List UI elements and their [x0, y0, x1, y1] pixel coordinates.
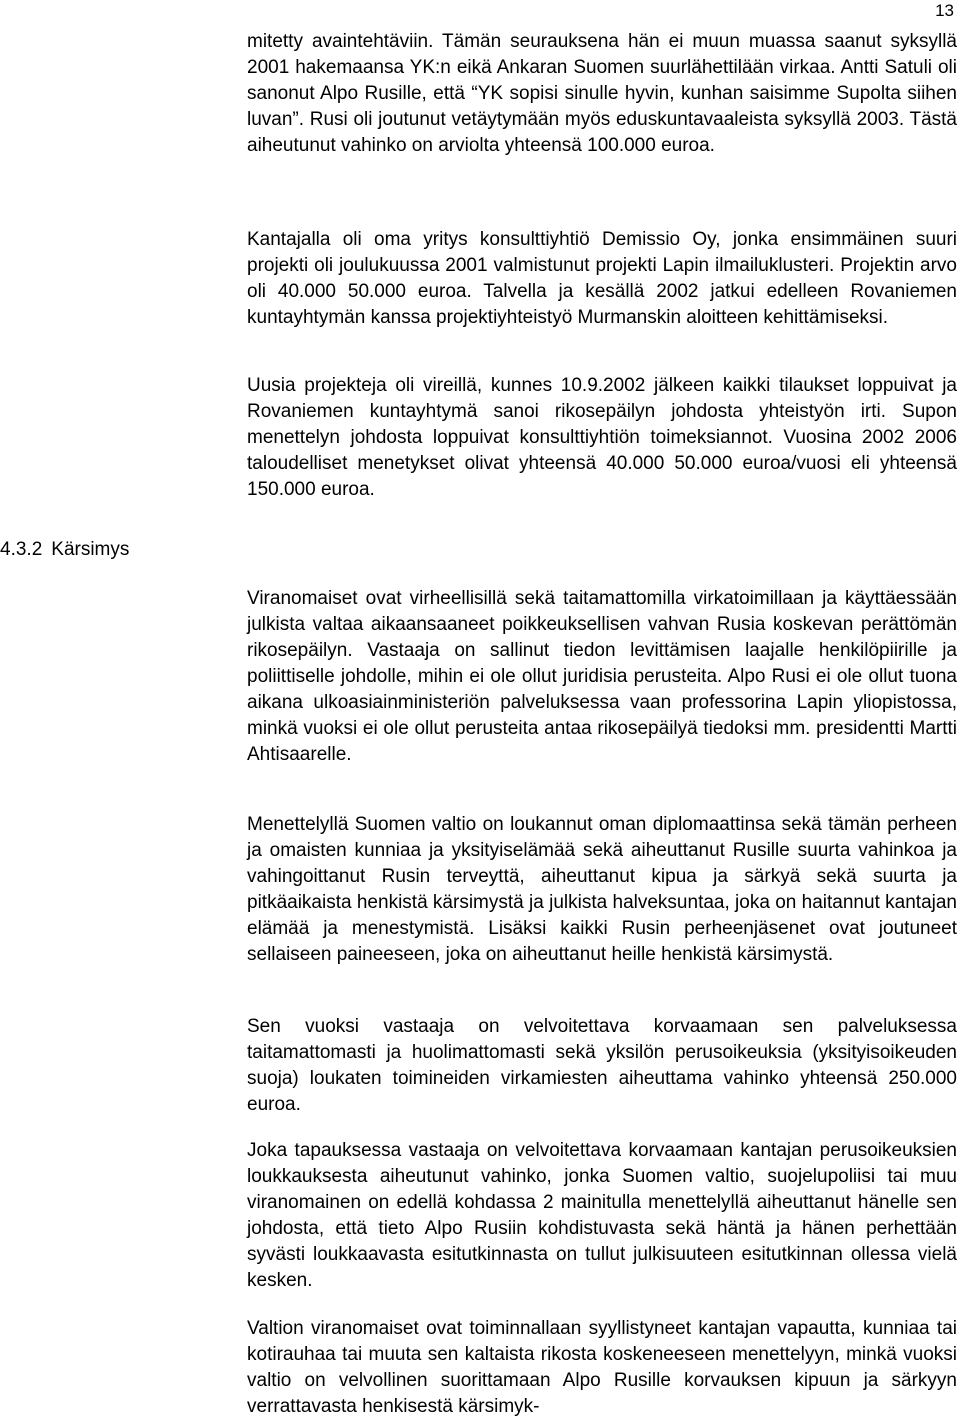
paragraph-4: Viranomaiset ovat virheellisillä sekä taitamattomilla virkatoimillaan ja käyttäessään julkista valtaa aikaansaaneet poikkeuksellisen vahvan Rusia koskevan perättömän rikosepäilyn. Vastaaja on sallinut tiedon levittämisen laajalle henkilöpiirille ja poliittiselle johdolle, mihin ei ole ollut juridisia perusteita. Alpo Rusi ei ole ollut tuona aikana ulkoasiainministeriön palveluksessa vaan professorina Lapin yliopistossa, minkä vuoksi ei ole ollut perusteita antaa rikosepäilyä tiedoksi mm. presidentti Martti Ahtisaarelle.	[247, 588, 957, 765]
paragraph-5: Menettelyllä Suomen valtio on loukannut oman diplomaattinsa sekä tämän perheen ja omaisten kunniaa ja yksityiselämää sekä aiheuttanut Rusille suurta vahinkoa ja vahingoittanut Rusin terveyttä, aiheuttanut kipua ja särkyä sekä suurta ja pitkäaikaista henkistä kärsimystä ja julkista halveksuntaa, joka on haitannut kantajan elämää ja menestymistä. Lisäksi kaikki Rusin perheenjäsenet ovat joutuneet sellaiseen paineeseen, joka on aiheuttanut heille henkistä kärsimystä.	[247, 814, 957, 965]
section-heading	[0, 537, 129, 563]
paragraph-6: Sen vuoksi vastaaja on velvoitettava korvaamaan sen palveluksessa taitamattomasti ja huolimattomasti sekä yksilön perusoikeuksia (yksityisoikeuden suoja) loukaten toimineiden virkamiesten aiheuttama vahinko yhteensä 250.000 euroa.	[247, 1016, 957, 1115]
section-number: 4.3.2	[0, 539, 43, 560]
section-title: Kärsimys	[51, 539, 130, 560]
paragraph-7: Joka tapauksessa vastaaja on velvoitettava korvaamaan kantajan perusoikeuksien loukkauksesta aiheutunut vahinko, jonka Suomen valtio, suojelupoliisi tai muu viranomainen on edellä kohdassa 2 mainitulla menettelyllä aiheuttanut hänelle sen johdosta, että tieto Alpo Rusiin kohdistuvasta sekä häntä ja hänen perhettään syvästi loukkaavasta esitutkinnasta on tullut julkisuuteen esitutkinnan ollessa vielä kesken.	[247, 1140, 957, 1291]
paragraph-2: Kantajalla oli oma yritys konsulttiyhtiö Demissio Oy, jonka ensimmäinen suuri projekti oli joulukuussa 2001 valmistunut projekti Lapin ilmailuklusteri. Projektin arvo oli 40.000 50.000 euroa. Talvella ja kesällä 2002 jatkui edelleen Rovaniemen kuntayhtymän kanssa projektiyhteistyö Murmanskin aloitteen kehittämiseksi.	[247, 229, 957, 328]
paragraph-1: mitetty avaintehtäviin. Tämän seurauksena hän ei muun muassa saanut syksyllä 2001 hakemaansa YK:n eikä Ankaran Suomen suurlähettilään virkaa. Antti Satuli oli sanonut Alpo Rusille, että “YK sopisi sinulle hyvin, kunhan saisimme Supolta siihen luvan”. Rusi oli joutunut vetäytymään myös eduskuntavaaleista syksyllä 2003. Tästä aiheutunut vahinko on arviolta yhteensä 100.000 euroa.	[247, 31, 957, 156]
paragraph-8: Valtion viranomaiset ovat toiminnallaan syyllistyneet kantajan vapautta, kunniaa tai kotirauhaa tai muuta sen kaltaista rikosta koskeneeseen menettelyyn, minkä vuoksi valtio on velvollinen suorittamaan Alpo Rusille korvauksen kipuun ja särkyyn verrattavasta henkisestä kärsimyk-	[247, 1318, 957, 1417]
paragraph-3: Uusia projekteja oli vireillä, kunnes 10.9.2002 jälkeen kaikki tilaukset loppuivat ja Rovaniemen kuntayhtymä sanoi rikosepäilyn johdosta yhteistyön irti. Supon menettelyn johdosta loppuivat konsulttiyhtiön toimeksiannot. Vuosina 2002 2006 taloudelliset menetykset olivat yhteensä 40.000 50.000 euroa/vuosi eli yhteensä 150.000 euroa.	[247, 375, 957, 500]
page-number: 13	[935, 1, 954, 20]
